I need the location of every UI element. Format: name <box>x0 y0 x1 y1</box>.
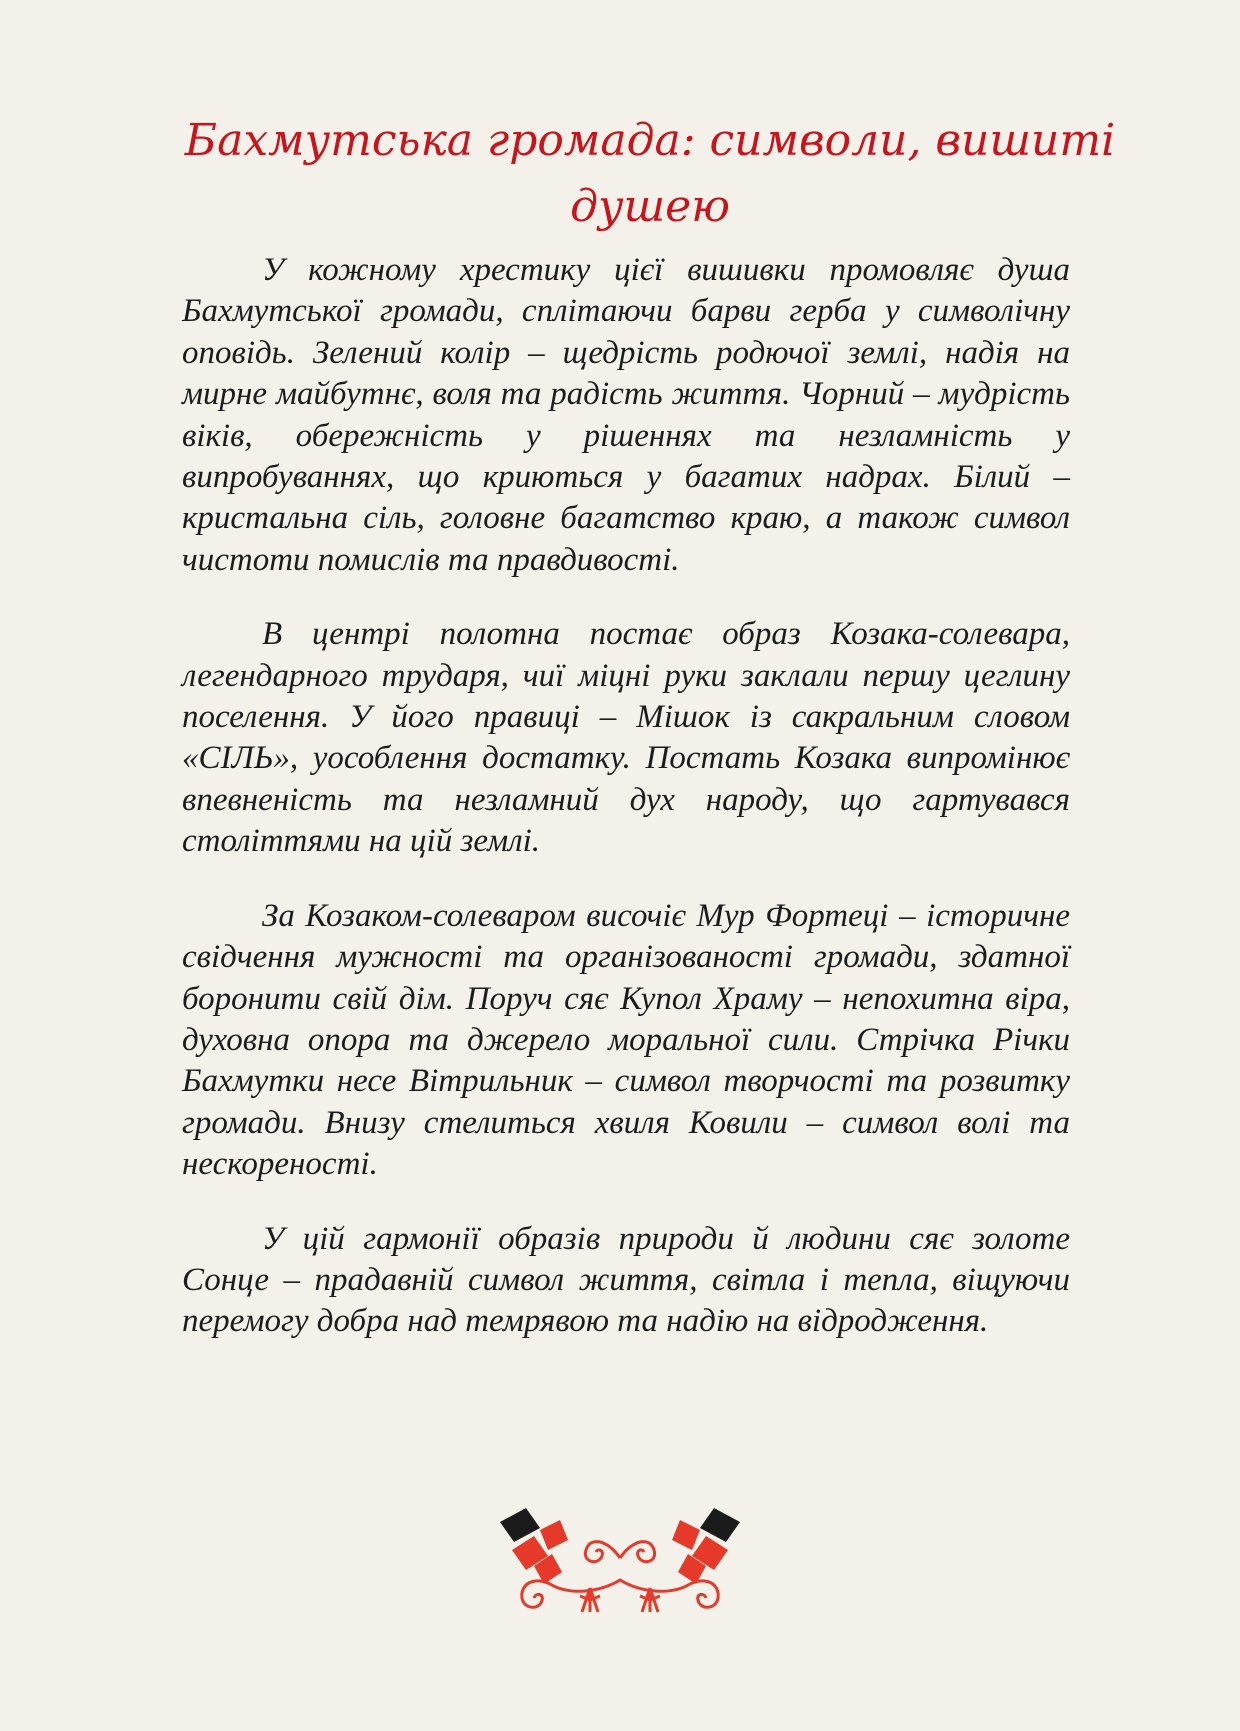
left-wing-icon <box>500 1508 568 1584</box>
paragraph-2: В центрі полотна постає образ Козака-солевара, легендарного трударя, чиї міцні руки заклали першу цеглину поселення. У його правиці – Мішок із сакральним словом «СІЛЬ», уособлення достатку. Постать Козака випромінює впевненість та незламний дух народу, що гартувався століттями на цій землі. <box>182 616 1070 860</box>
paragraph-3: За Козаком-солеваром височіє Мур Фортеці – історичне свідчення мужності та організованості громади, здатної боронити свій дім. Поруч сяє Купол Храму – непохитна віра, духовна опора та джерело моральної сили. Стрічка Річки Бахмутки несе Вітрильник – символ творчості та розвитку громади. Внизу стелиться хвиля Ковили – символ волі та нескореності. <box>182 897 1070 1183</box>
page-title: Бахмутська громада: символи, вишиті душею <box>184 115 1116 232</box>
paragraph-4: У цій гармонії образів природи й людини сяє золоте Сонце – прадавній символ життя, світла і тепла, віщуючи перемогу добра над темрявою та надію на відродження. <box>182 1220 1070 1340</box>
document-body <box>182 250 1070 1376</box>
embroidery-ornament-icon <box>490 1500 750 1620</box>
right-wing-icon <box>672 1508 740 1584</box>
paragraph-1: У кожному хрестику цієї вишивки промовляє душа Бахмутської громади, сплітаючи барви герба у символічну оповідь. Зелений колір – щедрість родючої землі, надія на мирне майбутнє, воля та радість життя. Чорний – мудрість віків, обережність у рішеннях та незламність у випробуваннях, що криються у багатих надрах. Білий – кристальна сіль, головне багатство краю, а також символ чистоти помислів та правдивості. <box>182 252 1070 578</box>
